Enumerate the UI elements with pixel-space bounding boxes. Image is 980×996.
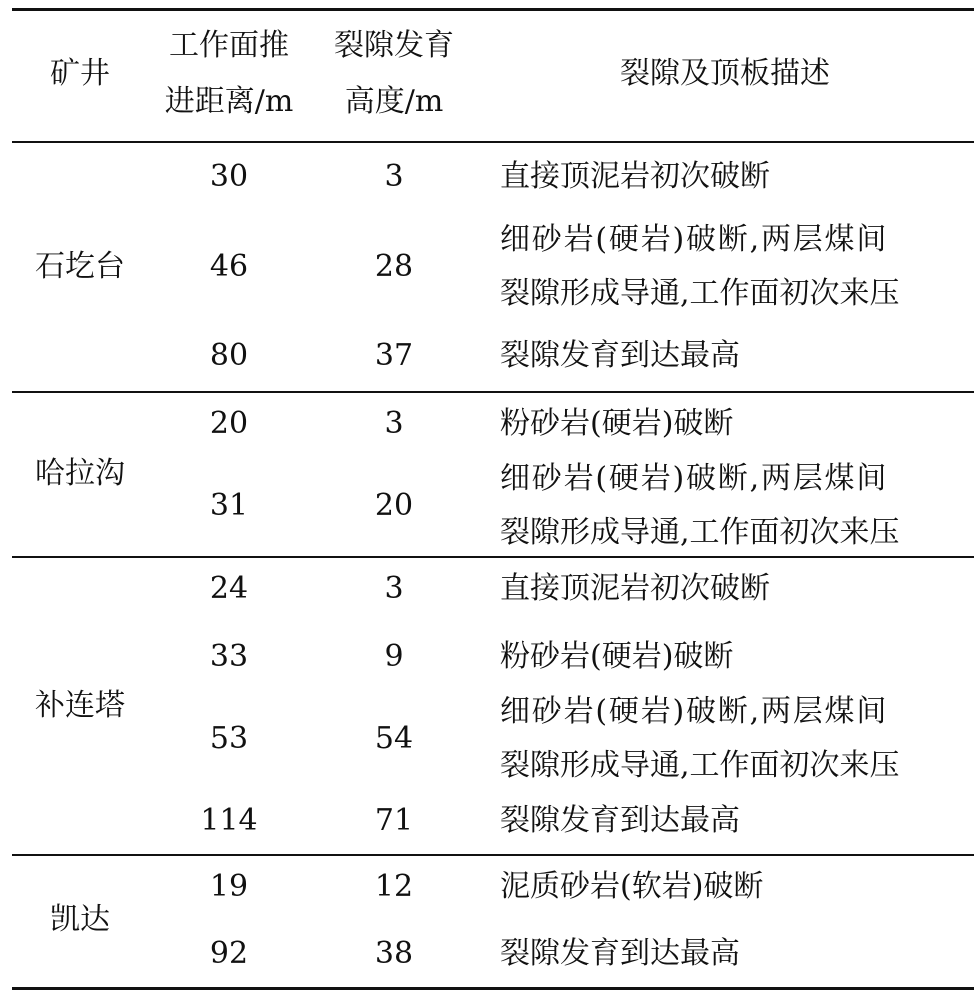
- description-line: 粉砂岩(硬岩)破断: [500, 406, 734, 441]
- advance-value: 46: [209, 249, 249, 284]
- table-bottom-rule: [12, 987, 974, 990]
- description: [500, 157, 770, 197]
- mine-name: [35, 686, 125, 726]
- description: [500, 452, 900, 560]
- advance-value: 24: [209, 571, 249, 606]
- description-line: 裂隙形成导通,工作面初次来压: [500, 276, 900, 311]
- header-height: [334, 18, 454, 130]
- table-top-rule: [12, 8, 974, 11]
- advance-value: 31: [209, 488, 249, 523]
- mine-name: [50, 900, 110, 940]
- header-desc-label: 裂隙及顶板描述: [620, 56, 830, 91]
- description-line: 直接顶泥岩初次破断: [500, 571, 770, 606]
- description: [500, 934, 740, 974]
- header-mine: [50, 54, 110, 94]
- mine-name: [35, 454, 125, 494]
- description: [500, 213, 900, 321]
- description: [500, 637, 733, 677]
- height-value: 54: [374, 721, 414, 756]
- description-line: 裂隙发育到达最高: [500, 803, 740, 838]
- height-value: 12: [374, 869, 414, 904]
- description: [500, 404, 733, 444]
- description-line: 裂隙形成导通,工作面初次来压: [500, 748, 900, 783]
- advance-value: 92: [209, 936, 249, 971]
- header-desc: [620, 54, 830, 94]
- height-value: 3: [384, 159, 404, 194]
- description: [500, 569, 770, 609]
- advance-value: 53: [209, 721, 249, 756]
- group-divider: [12, 391, 974, 393]
- group-divider: [12, 854, 974, 856]
- header-advance: [165, 18, 294, 130]
- description: [500, 336, 740, 376]
- height-value: 20: [374, 488, 414, 523]
- description: [500, 867, 763, 907]
- height-value: 37: [374, 338, 414, 373]
- mine-name-text: 凯达: [50, 902, 110, 937]
- advance-value: 33: [209, 639, 249, 674]
- height-value: 9: [384, 639, 404, 674]
- advance-value: 30: [209, 159, 249, 194]
- description-line: 直接顶泥岩初次破断: [500, 159, 770, 194]
- description-line: 细砂岩(硬岩)破断,两层煤间: [500, 222, 889, 257]
- description-line: 细砂岩(硬岩)破断,两层煤间: [500, 461, 889, 496]
- mine-name-text: 石圪台: [35, 249, 125, 284]
- header-advance-line-1: 工作面推: [169, 28, 289, 63]
- height-value: 3: [384, 571, 404, 606]
- header-advance-line-2: 进距离/m: [164, 84, 294, 119]
- advance-value: 20: [209, 406, 249, 441]
- mine-name: [35, 247, 125, 287]
- description: [500, 801, 740, 841]
- advance-value: 114: [200, 803, 258, 838]
- height-value: 28: [374, 249, 414, 284]
- height-value: 3: [384, 406, 404, 441]
- mine-name-text: 补连塔: [35, 688, 125, 723]
- header-height-line-2: 高度/m: [344, 84, 444, 119]
- description-line: 泥质砂岩(软岩)破断: [500, 869, 764, 904]
- description-line: 裂隙形成导通,工作面初次来压: [500, 515, 900, 550]
- header-height-line-1: 裂隙发育: [334, 28, 454, 63]
- description-line: 细砂岩(硬岩)破断,两层煤间: [500, 694, 889, 729]
- advance-value: 19: [209, 869, 249, 904]
- header-bottom-rule: [12, 141, 974, 143]
- description-line: 裂隙发育到达最高: [500, 936, 740, 971]
- header-mine-label: 矿井: [50, 56, 110, 91]
- height-value: 38: [374, 936, 414, 971]
- description: [500, 685, 900, 793]
- mine-name-text: 哈拉沟: [35, 456, 125, 491]
- height-value: 71: [374, 803, 414, 838]
- description-line: 裂隙发育到达最高: [500, 338, 740, 373]
- description-line: 粉砂岩(硬岩)破断: [500, 639, 734, 674]
- advance-value: 80: [209, 338, 249, 373]
